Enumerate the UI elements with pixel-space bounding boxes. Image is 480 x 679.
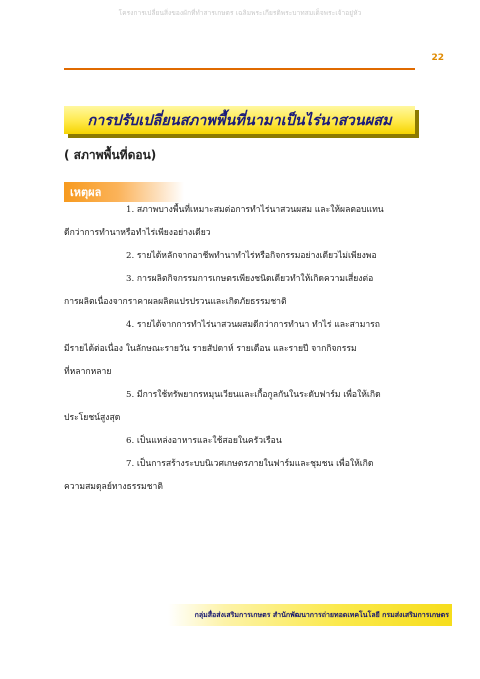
footer-credits: กลุ่มสื่อส่งเสริมการเกษตร สำนักพัฒนาการถ่ายทอดเทคโนโลยี กรมส่งเสริมการเกษตร [194,610,449,619]
list-item-continuation: ความสมดุลย์ทางธรรมชาติ [64,482,163,493]
page-title: การปรับเปลี่ยนสภาพพื้นที่นามาเป็นไร่นาสวนผสม [87,112,392,129]
footer-strip [168,604,452,626]
list-item-continuation: ดีกว่าการทำนาหรือทำไร่เพียงอย่างเดียว [64,228,211,239]
page-number: 22 [431,53,444,63]
body-text [64,199,416,499]
list-item-continuation: ประโยชน์สูงสุด [64,412,121,423]
list-item: 5. มีการใช้ทรัพยากรหมุนเวียนและเกื้อกูลกันในระดับฟาร์ม เพื่อให้เกิด [126,389,381,400]
page-subtitle: ( สภาพพื้นที่ดอน) [64,148,157,162]
list-item-continuation: การผลิตเนื่องจากราคาผลผลิตแปรปรวนและเกิดภัยธรรมชาติ [64,297,287,308]
list-item-continuation: ที่หลากหลาย [64,366,112,377]
running-header: โครงการเปลี่ยนสิ่งของผักที่ทำสารเกษตร เฉลิมพระเกียรติพระบาทสมเด็จพระเจ้าอยู่หัว [118,9,362,17]
list-item: 4. รายได้จากการทำไร่นาสวนผสมดีกว่าการทำนา ทำไร่ และสามารถ [126,320,381,331]
header-rule [64,68,415,70]
section-label: เหตุผล [70,186,102,199]
title-banner [64,106,415,134]
list-item-continuation: มีรายได้ต่อเนื่อง ในลักษณะรายวัน รายสัปดาห์ รายเดือน และรายปี จากกิจกรรม [64,343,357,354]
list-item: 1. สภาพบางพื้นที่เหมาะสมต่อการทำไร่นาสวนผสม และให้ผลตอบแทน [126,205,384,215]
list-item: 3. การผลิตกิจกรรมการเกษตรเพียงชนิดเดียวทำให้เกิดความเสี่ยงต่อ [126,274,374,285]
list-item: 7. เป็นการสร้างระบบนิเวศเกษตรภายในฟาร์มและชุมชน เพื่อให้เกิด [126,459,374,470]
list-item: 6. เป็นแหล่งอาหารและใช้สอยในครัวเรือน [126,435,282,446]
list-item: 2. รายได้หลักจากอาชีพทำนาทำไร่หรือกิจกรรมอย่างเดียวไม่เพียงพอ [126,251,377,262]
